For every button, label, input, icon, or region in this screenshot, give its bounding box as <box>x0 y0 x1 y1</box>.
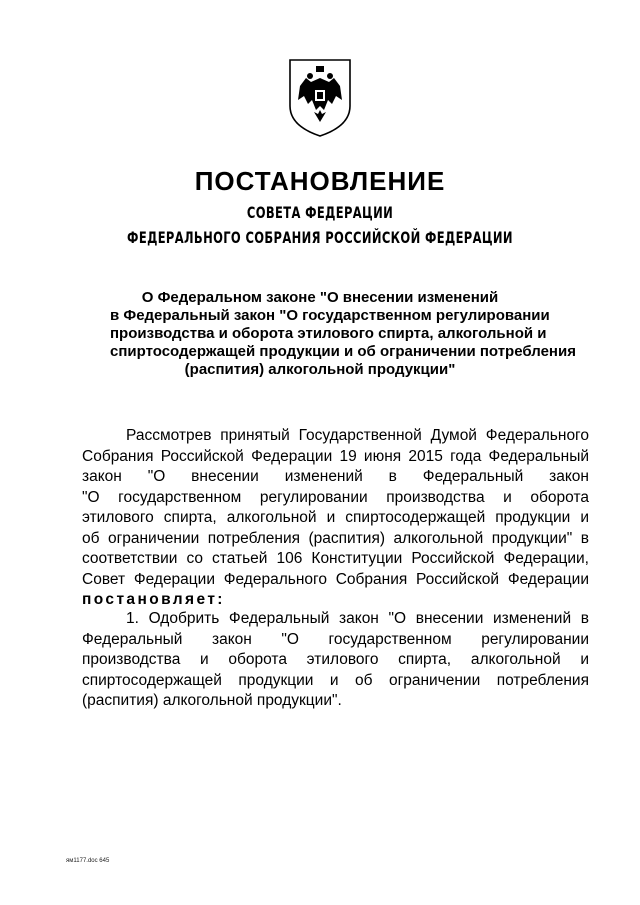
body-line: Собрания Российской Федерации 19 июня 2015 года Федеральный <box>82 447 589 465</box>
document-reference: ям1177.doc 645 <box>66 858 110 864</box>
russian-emblem-icon <box>286 56 354 138</box>
subject-line: О Федеральном законе "О внесении изменений <box>141 289 499 306</box>
document-title: ПОСТАНОВЛЕНИЕ <box>194 166 446 196</box>
body-line: соответствии со статьей 106 Конституции Российской Федерации, <box>82 550 589 567</box>
subject-line: в Федеральный закон "О государственном регулировании <box>110 307 550 324</box>
resolution-item-1 <box>82 609 589 712</box>
body-line: "О государственном регулировании производства и оборота <box>82 488 589 506</box>
body-line: Совет Федерации Федерального Собрания Российской Федерации <box>82 570 589 588</box>
body-line: (распития) алкогольной продукции". <box>82 692 342 709</box>
resolves-word: постановляет: <box>82 591 225 608</box>
body-line: об ограничении потребления (распития) алкогольной продукции" в <box>82 529 589 547</box>
body-line: Рассмотрев принятый Государственной Думой Федерального <box>126 427 589 444</box>
subject-line: производства и оборота этилового спирта, алкогольной и <box>110 325 547 342</box>
document-subtitle-council: СОВЕТА ФЕДЕРАЦИИ <box>246 203 394 222</box>
body-line: закон "О внесении изменений в Федеральный закон <box>82 468 589 485</box>
subject-line: спиртосодержащей продукции и об ограничении потребления <box>110 343 576 360</box>
body-line: спиртосодержащей продукции и об ограничении потребления <box>82 671 589 689</box>
subject-line: (распития) алкогольной продукции" <box>184 361 456 378</box>
body-line: 1. Одобрить Федеральный закон "О внесении изменений в <box>126 610 589 627</box>
document-subtitle-assembly: ФЕДЕРАЛЬНОГО СОБРАНИЯ РОССИЙСКОЙ ФЕДЕРАЦИИ <box>127 228 513 247</box>
body-line: этилового спирта, алкогольной и спиртосодержащей продукции и <box>82 509 589 526</box>
body-line: производства и оборота этилового спирта, алкогольной и <box>82 651 589 668</box>
resolution-preamble <box>82 426 589 611</box>
document-subject <box>110 289 576 379</box>
body-line: Федеральный закон "О государственном регулировании <box>82 630 589 648</box>
